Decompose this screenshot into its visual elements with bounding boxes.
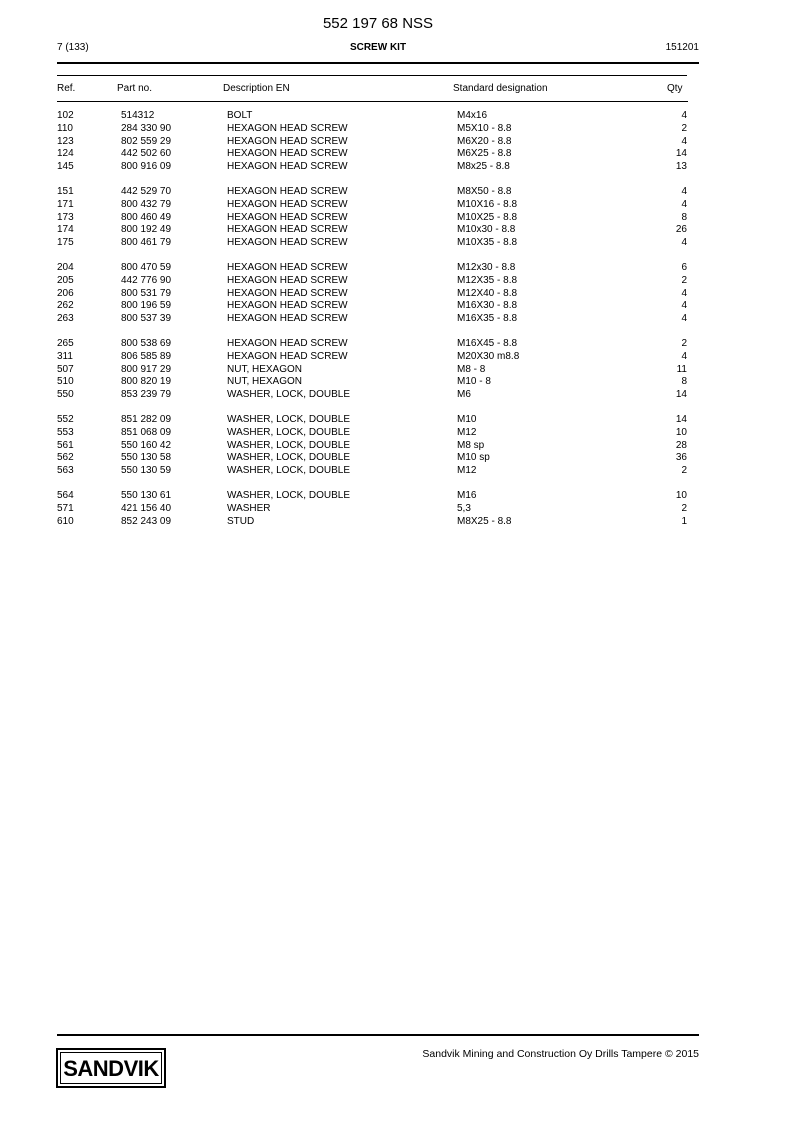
column-header-standard: Standard designation [453,83,548,94]
qty-cell: 2 [681,465,687,477]
part-number-cell: 800 916 09 [121,161,172,173]
ref-cell: 311 [57,350,73,362]
table-row [57,516,689,529]
description-cell: WASHER [227,502,271,514]
table-row [57,376,689,389]
ref-cell: 206 [57,287,74,299]
table-row [57,351,689,364]
qty-cell: 26 [675,224,687,236]
table-row [57,288,689,301]
table-row [57,123,689,136]
part-number-cell: 442 776 90 [121,274,172,286]
table-row [57,300,689,313]
table-row [57,186,689,199]
ref-cell: 553 [57,426,74,438]
qty-cell: 8 [681,376,687,388]
qty-cell: 14 [675,413,687,425]
description-cell: HEXAGON HEAD SCREW [227,313,348,325]
column-header-ref: Ref. [57,83,76,94]
table-row [57,427,689,440]
table-row [57,465,689,478]
description-cell: HEXAGON HEAD SCREW [227,237,348,249]
qty-cell: 4 [681,135,687,147]
table-row [57,490,689,503]
qty-cell: 2 [681,274,687,286]
ref-cell: 205 [57,274,74,286]
standard-designation-cell: M8 - 8 [457,363,486,375]
qty-cell: 4 [681,300,687,312]
part-number-cell: 442 529 70 [121,185,172,197]
description-cell: WASHER, LOCK, DOUBLE [227,413,350,425]
table-row [57,364,689,377]
part-number-cell: 421 156 40 [121,502,172,514]
description-cell: HEXAGON HEAD SCREW [227,337,348,349]
ref-cell: 561 [57,439,74,451]
description-cell: HEXAGON HEAD SCREW [227,274,348,286]
part-number-cell: 550 130 58 [121,452,172,464]
copyright-text: Sandvik Mining and Construction Oy Drills Tampere © 2015 [422,1048,699,1060]
description-cell: WASHER, LOCK, DOUBLE [227,489,350,501]
standard-designation-cell: M10X25 - 8.8 [457,211,518,223]
qty-cell: 6 [681,261,687,273]
table-row [57,440,689,453]
standard-designation-cell: M5X10 - 8.8 [457,122,512,134]
qty-cell: 4 [681,185,687,197]
part-number-cell: 284 330 90 [121,122,172,134]
description-cell: WASHER, LOCK, DOUBLE [227,465,350,477]
table-row [57,110,689,123]
row-group [57,414,689,478]
table-row [57,389,689,402]
parts-table [57,110,689,540]
description-cell: HEXAGON HEAD SCREW [227,135,348,147]
row-group [57,262,689,326]
standard-designation-cell: M8X25 - 8.8 [457,515,512,527]
standard-designation-cell: M10 sp [457,452,490,464]
standard-designation-cell: M16 [457,489,477,501]
part-number-cell: 800 538 69 [121,337,172,349]
page-number: 7 (133) [57,42,89,53]
qty-cell: 10 [675,426,687,438]
description-cell: HEXAGON HEAD SCREW [227,122,348,134]
qty-cell: 2 [681,337,687,349]
table-row [57,313,689,326]
qty-cell: 36 [675,452,687,464]
standard-designation-cell: M10 [457,413,477,425]
ref-cell: 173 [57,211,74,223]
standard-designation-cell: M16X45 - 8.8 [457,337,518,349]
description-cell: HEXAGON HEAD SCREW [227,185,348,197]
standard-designation-cell: M16X30 - 8.8 [457,300,518,312]
part-number-cell: 514312 [121,110,155,121]
header-row [57,42,699,54]
description-cell: WASHER, LOCK, DOUBLE [227,389,350,401]
table-row [57,161,689,174]
standard-designation-cell: M20X30 m8.8 [457,350,520,362]
qty-cell: 4 [681,198,687,210]
qty-cell: 11 [676,363,687,375]
description-cell: HEXAGON HEAD SCREW [227,224,348,236]
standard-designation-cell: M8X50 - 8.8 [457,185,512,197]
table-row [57,212,689,225]
sandvik-logo [56,1048,166,1088]
ref-cell: 151 [57,185,74,197]
header-divider [57,62,699,64]
table-row [57,262,689,275]
qty-cell: 4 [681,313,687,325]
part-number-cell: 851 068 09 [121,426,172,438]
row-group [57,338,689,402]
ref-cell: 123 [57,135,74,147]
ref-cell: 110 [57,122,73,134]
qty-cell: 1 [681,515,687,527]
ref-cell: 265 [57,337,74,349]
description-cell: HEXAGON HEAD SCREW [227,300,348,312]
part-number-cell: 800 461 79 [121,237,172,249]
part-number-cell: 550 130 61 [121,489,172,501]
part-number-cell: 550 130 59 [121,465,172,477]
qty-cell: 4 [681,350,687,362]
standard-designation-cell: M16X35 - 8.8 [457,313,518,325]
ref-cell: 124 [57,148,74,160]
standard-designation-cell: M12X40 - 8.8 [457,287,518,299]
ref-cell: 175 [57,237,74,249]
logo-wordmark: SANDVIK [60,1052,162,1084]
table-row [57,414,689,427]
part-number-cell: 550 160 42 [121,439,172,451]
ref-cell: 550 [57,389,74,401]
part-number-cell: 800 432 79 [121,198,172,210]
part-number-cell: 800 917 29 [121,363,172,375]
standard-designation-cell: M6X25 - 8.8 [457,148,512,160]
standard-designation-cell: M12X35 - 8.8 [457,274,518,286]
row-group [57,186,689,250]
ref-cell: 507 [57,363,74,375]
standard-designation-cell: M10X35 - 8.8 [457,237,518,249]
ref-cell: 263 [57,313,74,325]
standard-designation-cell: M8x25 - 8.8 [457,161,510,173]
ref-cell: 563 [57,465,74,477]
ref-cell: 510 [57,376,74,388]
kit-name: SCREW KIT [349,42,407,53]
part-number-cell: 802 559 29 [121,135,172,147]
ref-cell: 174 [57,224,74,236]
table-row [57,452,689,465]
ref-cell: 610 [57,515,74,527]
qty-cell: 2 [681,122,687,134]
part-number-cell: 800 192 49 [121,224,172,236]
ref-cell: 171 [57,198,74,210]
table-row [57,136,689,149]
standard-designation-cell: M10X16 - 8.8 [457,198,518,210]
table-row [57,224,689,237]
qty-cell: 14 [675,389,687,401]
column-top-divider [57,75,687,76]
table-row [57,275,689,288]
description-cell: NUT, HEXAGON [227,376,303,388]
description-cell: BOLT [227,110,253,121]
ref-cell: 562 [57,452,74,464]
part-number-cell: 851 282 09 [121,413,172,425]
document-code: 151201 [665,42,699,53]
description-cell: HEXAGON HEAD SCREW [227,198,348,210]
standard-designation-cell: M8 sp [457,439,485,451]
description-cell: HEXAGON HEAD SCREW [227,211,348,223]
ref-cell: 564 [57,489,74,501]
column-header-divider [57,101,688,102]
description-cell: WASHER, LOCK, DOUBLE [227,439,350,451]
column-header-description: Description EN [223,83,290,94]
standard-designation-cell: M12 [457,426,477,438]
description-cell: NUT, HEXAGON [227,363,303,375]
standard-designation-cell: M12x30 - 8.8 [457,261,516,273]
ref-cell: 571 [57,502,74,514]
standard-designation-cell: M6 [457,389,471,401]
standard-designation-cell: M4x16 [457,110,488,121]
part-number-cell: 800 820 19 [121,376,172,388]
description-cell: HEXAGON HEAD SCREW [227,287,348,299]
qty-cell: 4 [681,287,687,299]
ref-cell: 204 [57,261,74,273]
part-number-cell: 800 537 39 [121,313,172,325]
standard-designation-cell: M10x30 - 8.8 [457,224,516,236]
ref-cell: 102 [57,110,74,121]
table-row [57,148,689,161]
part-number-cell: 800 460 49 [121,211,172,223]
description-cell: WASHER, LOCK, DOUBLE [227,426,350,438]
part-number-cell: 853 239 79 [121,389,172,401]
standard-designation-cell: 5,3 [457,502,471,514]
table-row [57,199,689,212]
part-number-cell: 806 585 89 [121,350,172,362]
standard-designation-cell: M10 - 8 [457,376,491,388]
ref-cell: 145 [57,161,74,173]
description-cell: STUD [227,515,255,527]
description-cell: WASHER, LOCK, DOUBLE [227,452,350,464]
description-cell: HEXAGON HEAD SCREW [227,148,348,160]
table-row [57,503,689,516]
row-group [57,110,689,174]
qty-cell: 13 [675,161,687,173]
qty-cell: 4 [681,110,687,121]
row-group [57,490,689,528]
qty-cell: 28 [675,439,687,451]
standard-designation-cell: M6X20 - 8.8 [457,135,512,147]
part-number-cell: 800 531 79 [121,287,172,299]
description-cell: HEXAGON HEAD SCREW [227,261,348,273]
part-number-cell: 442 502 60 [121,148,172,160]
part-number-cell: 800 470 59 [121,261,172,273]
table-row [57,237,689,250]
qty-cell: 14 [675,148,687,160]
qty-cell: 4 [681,237,687,249]
ref-cell: 262 [57,300,74,312]
column-header-qty: Qty [667,83,683,94]
column-header-part: Part no. [117,83,153,94]
qty-cell: 10 [675,489,687,501]
table-row [57,338,689,351]
description-cell: HEXAGON HEAD SCREW [227,161,348,173]
ref-cell: 552 [57,413,74,425]
part-number-cell: 800 196 59 [121,300,172,312]
qty-cell: 2 [681,502,687,514]
standard-designation-cell: M12 [457,465,477,477]
document-title: 552 197 68 NSS [322,15,434,32]
qty-cell: 8 [681,211,687,223]
part-number-cell: 852 243 09 [121,515,172,527]
footer-divider [57,1034,699,1036]
description-cell: HEXAGON HEAD SCREW [227,350,348,362]
